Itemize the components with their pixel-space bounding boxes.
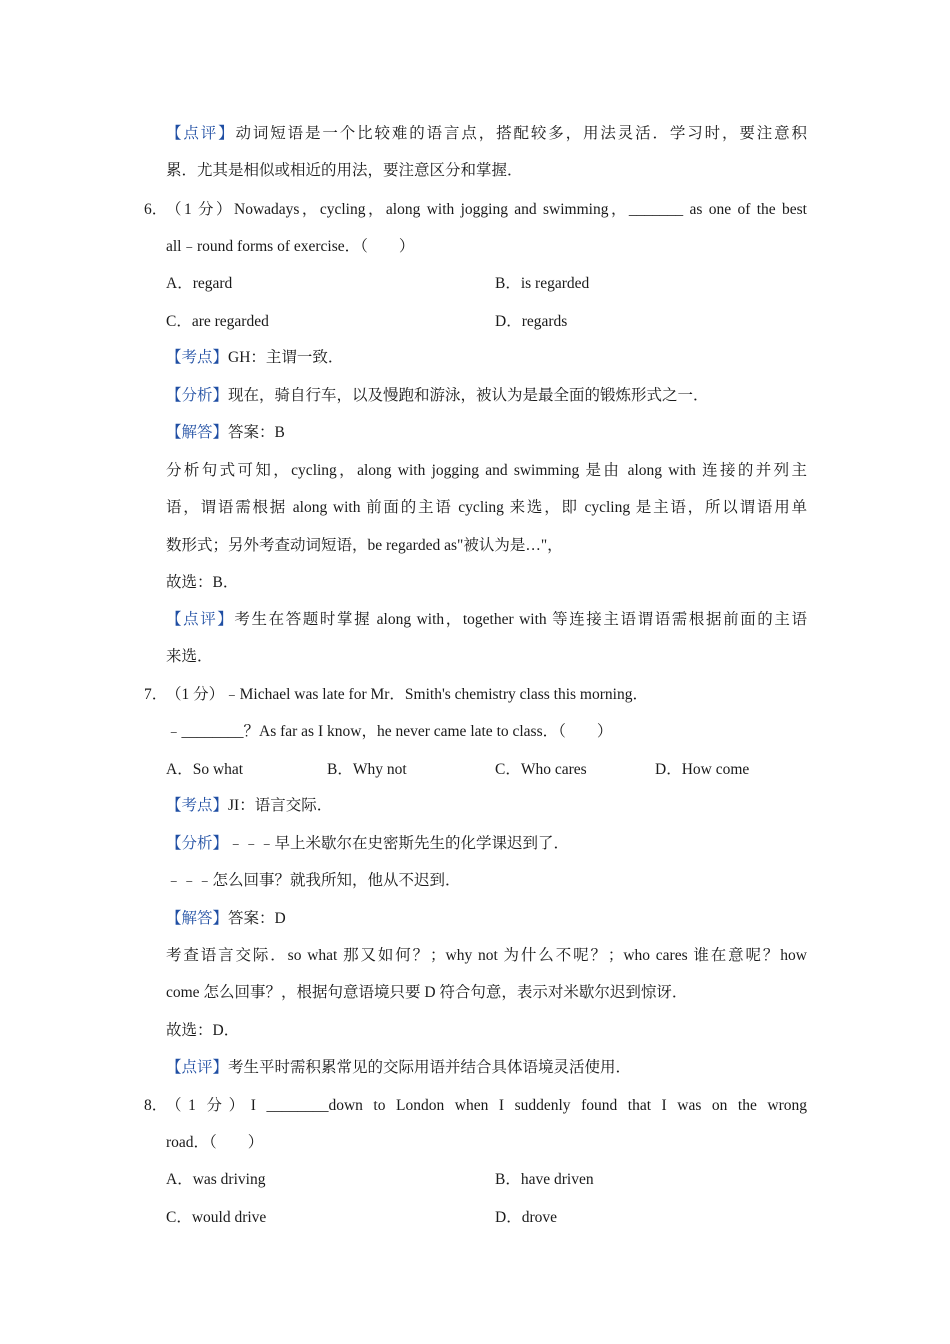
q5-comment-line-1: 【点评】动词短语是一个比较难的语言点，搭配较多，用法灵活．学习时，要注意积 — [166, 125, 807, 142]
q6-option-c[interactable]: C．are regarded — [166, 313, 269, 330]
q6-option-b[interactable]: B．is regarded — [495, 275, 590, 292]
q8-stem-line-2: road．（ ） — [166, 1134, 264, 1151]
q6-analysis: 【分析】现在，骑自行车，以及慢跑和游泳，被认为是最全面的锻炼形式之一． — [166, 387, 709, 404]
q6-choose: 故选：B． — [166, 574, 239, 591]
q6-option-a[interactable]: A．regard — [166, 275, 233, 292]
q7-answer: 【解答】答案：D — [166, 910, 286, 927]
q8-option-d[interactable]: D．drove — [495, 1209, 557, 1226]
q6-explain-line-1: 分析句式可知，cycling，along with jogging and swimming 是由 along with 连接的并列主 — [166, 462, 807, 479]
q6-explain-line-3: 数形式；另外考查动词短语，be regarded as"被认为是…"， — [166, 537, 563, 554]
q5-comment-line-2: 累．尤其是相似或相近的用法，要注意区分和掌握． — [166, 162, 523, 179]
q8-stem-line-1: （1 分）I ________down to London when I suddenly found that I was on the wrong — [166, 1097, 807, 1114]
q7-analysis: 【分析】﹣﹣﹣早上米歇尔在史密斯先生的化学课迟到了． — [166, 835, 570, 852]
analysis-tag: 【分析】 — [166, 835, 229, 852]
q7-number: 7． — [144, 686, 168, 703]
q8-number: 8． — [144, 1097, 168, 1114]
q6-point: 【考点】GH：主谓一致． — [166, 349, 344, 366]
point-tag: 【考点】 — [166, 797, 229, 814]
answer-tag: 【解答】 — [166, 424, 229, 441]
q7-point: 【考点】JI：语言交际． — [166, 797, 333, 814]
analysis-tag: 【分析】 — [166, 387, 229, 404]
answer-tag: 【解答】 — [166, 910, 229, 927]
q7-option-a[interactable]: A．So what — [166, 761, 244, 778]
q7-stem-line-2: ﹣________？As far as I know，he never came late to class．（ ） — [166, 723, 613, 740]
q6-number: 6． — [144, 201, 168, 218]
q8-option-a[interactable]: A．was driving — [166, 1171, 266, 1188]
point-tag: 【考点】 — [166, 349, 229, 366]
q6-option-d[interactable]: D．regards — [495, 313, 568, 330]
q6-stem-line-1: （1 分）Nowadays，cycling，along with jogging and swimming，_______ as one of the best — [166, 201, 807, 218]
q6-answer: 【解答】答案：B — [166, 424, 285, 441]
q7-comment: 【点评】考生平时需积累常见的交际用语并结合具体语境灵活使用． — [166, 1059, 632, 1076]
q7-option-d[interactable]: D．How come — [655, 761, 750, 778]
q7-explain-line-1: 考查语言交际．so what 那又如何？；why not 为什么不呢？；who cares 谁在意呢？how — [166, 947, 807, 964]
comment-tag: 【点评】 — [166, 611, 235, 628]
q8-option-c[interactable]: C．would drive — [166, 1209, 267, 1226]
q7-option-c[interactable]: C．Who cares — [495, 761, 587, 778]
q8-option-b[interactable]: B．have driven — [495, 1171, 594, 1188]
q7-choose: 故选：D． — [166, 1022, 240, 1039]
q6-explain-line-2: 语，谓语需根据 along with 前面的主语 cycling 来选，即 cycling 是主语，所以谓语用单 — [166, 499, 807, 516]
comment-tag: 【点评】 — [166, 125, 236, 142]
q6-comment-line-2: 来选． — [166, 648, 213, 665]
q6-stem-line-2: all﹣round forms of exercise．（ ） — [166, 238, 415, 255]
comment-tag: 【点评】 — [166, 1059, 229, 1076]
q6-comment-line-1: 【点评】考生在答题时掌握 along with，together with 等连接主语谓语需根据前面的主语 — [166, 611, 807, 628]
q7-explain-line-2: come 怎么回事？，根据句意语境只要 D 符合句意，表示对米歇尔迟到惊讶． — [166, 984, 688, 1001]
q7-stem-line-1: （1 分）﹣Michael was late for Mr．Smith's chemistry class this morning． — [166, 686, 648, 703]
q7-option-b[interactable]: B．Why not — [327, 761, 407, 778]
q7-analysis-line-2: ﹣﹣﹣怎么回事？就我所知，他从不迟到． — [166, 872, 461, 889]
